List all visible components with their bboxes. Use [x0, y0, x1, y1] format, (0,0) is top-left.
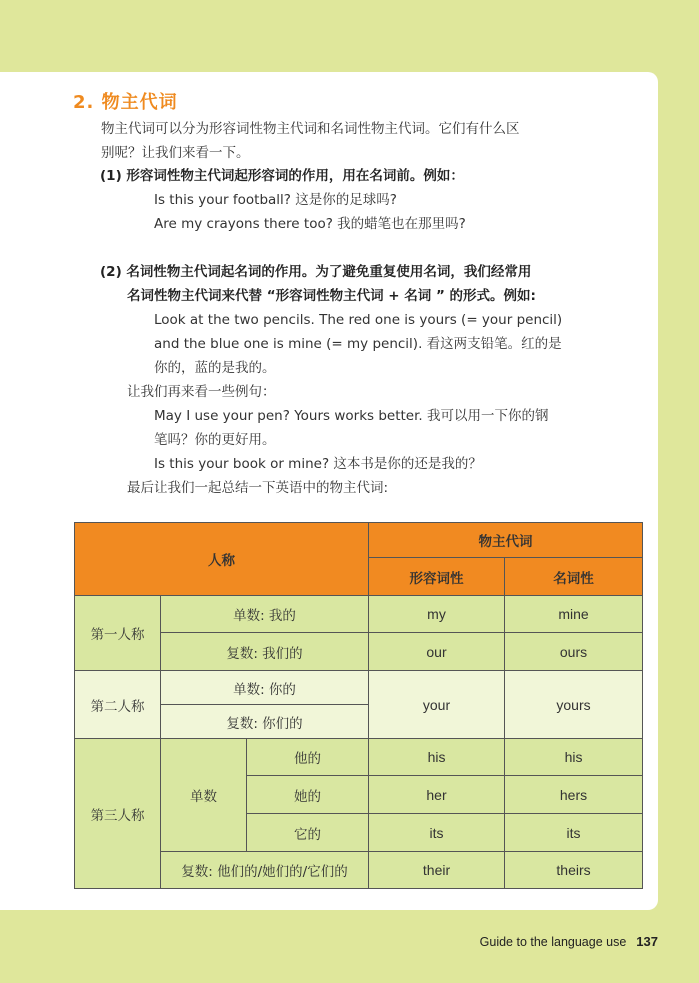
he-cell: 他的	[247, 739, 369, 776]
second-plural-cell: 复数: 你们的	[161, 705, 369, 739]
page-number: 137	[636, 934, 658, 949]
section-number: 2.	[73, 92, 95, 113]
adj-cell: my	[369, 596, 505, 633]
example-line: Is this your book or mine? 这本书是你的还是我的？	[154, 456, 482, 472]
header-person: 人称	[75, 523, 369, 596]
adj-cell: her	[369, 776, 505, 814]
section-heading: 物主代词	[101, 92, 178, 113]
example-line: May I use your pen? Yours works better. 我可以用一下你的钢	[154, 408, 549, 424]
she-cell: 她的	[247, 776, 369, 814]
footer-text: Guide to the language use	[479, 935, 627, 949]
header-adjective: 形容词性	[369, 558, 505, 596]
part1-heading: (1) 形容词性物主代词起形容词的作用，用在名词前。例如：	[100, 168, 464, 184]
example-line: Look at the two pencils. The red one is yours (= your pencil)	[154, 312, 563, 328]
example-line: and the blue one is mine (= my pencil). 看这两支铅笔。红的是	[154, 336, 562, 352]
adj-cell: your	[369, 671, 505, 739]
second-person-cell: 第二人称	[75, 671, 161, 739]
adj-cell: his	[369, 739, 505, 776]
noun-cell: its	[505, 814, 643, 852]
third-singular-cell: 单数	[161, 739, 247, 852]
part2-heading: (2) 名词性物主代词起名词的作用。为了避免重复使用名词，我们经常用	[100, 264, 532, 280]
third-person-cell: 第三人称	[75, 739, 161, 889]
first-singular-cell: 单数: 我的	[161, 596, 369, 633]
intro-line: 别呢？让我们来看一下。	[101, 145, 250, 161]
header-noun: 名词性	[505, 558, 643, 596]
third-plural-cell: 复数: 他们的/她们的/它们的	[161, 852, 369, 889]
page-footer	[480, 934, 658, 949]
noun-cell: ours	[505, 633, 643, 671]
adj-cell: its	[369, 814, 505, 852]
it-cell: 它的	[247, 814, 369, 852]
part2-heading: 名词性物主代词来代替 “形容词性物主代词 + 名词 ” 的形式。例如:	[127, 288, 536, 304]
noun-cell: hers	[505, 776, 643, 814]
adj-cell: our	[369, 633, 505, 671]
adj-cell: their	[369, 852, 505, 889]
noun-cell: mine	[505, 596, 643, 633]
first-plural-cell: 复数: 我们的	[161, 633, 369, 671]
possessive-pronoun-table	[74, 522, 643, 889]
example-line: Is this your football? 这是你的足球吗?	[154, 192, 397, 208]
example-line: Are my crayons there too? 我的蜡笔也在那里吗?	[154, 216, 466, 232]
more-examples-intro: 让我们再来看一些例句：	[127, 384, 276, 400]
intro-line: 物主代词可以分为形容词性物主代词和名词性物主代词。它们有什么区	[101, 121, 520, 137]
section-title	[73, 88, 178, 114]
example-line: 笔吗？你的更好用。	[154, 432, 276, 448]
noun-cell: his	[505, 739, 643, 776]
second-singular-cell: 单数: 你的	[161, 671, 369, 705]
header-possessive: 物主代词	[369, 523, 643, 558]
noun-cell: yours	[505, 671, 643, 739]
noun-cell: theirs	[505, 852, 643, 889]
first-person-cell: 第一人称	[75, 596, 161, 671]
summary-line: 最后让我们一起总结一下英语中的物主代词:	[127, 480, 389, 496]
example-line: 你的，蓝的是我的。	[154, 360, 276, 376]
